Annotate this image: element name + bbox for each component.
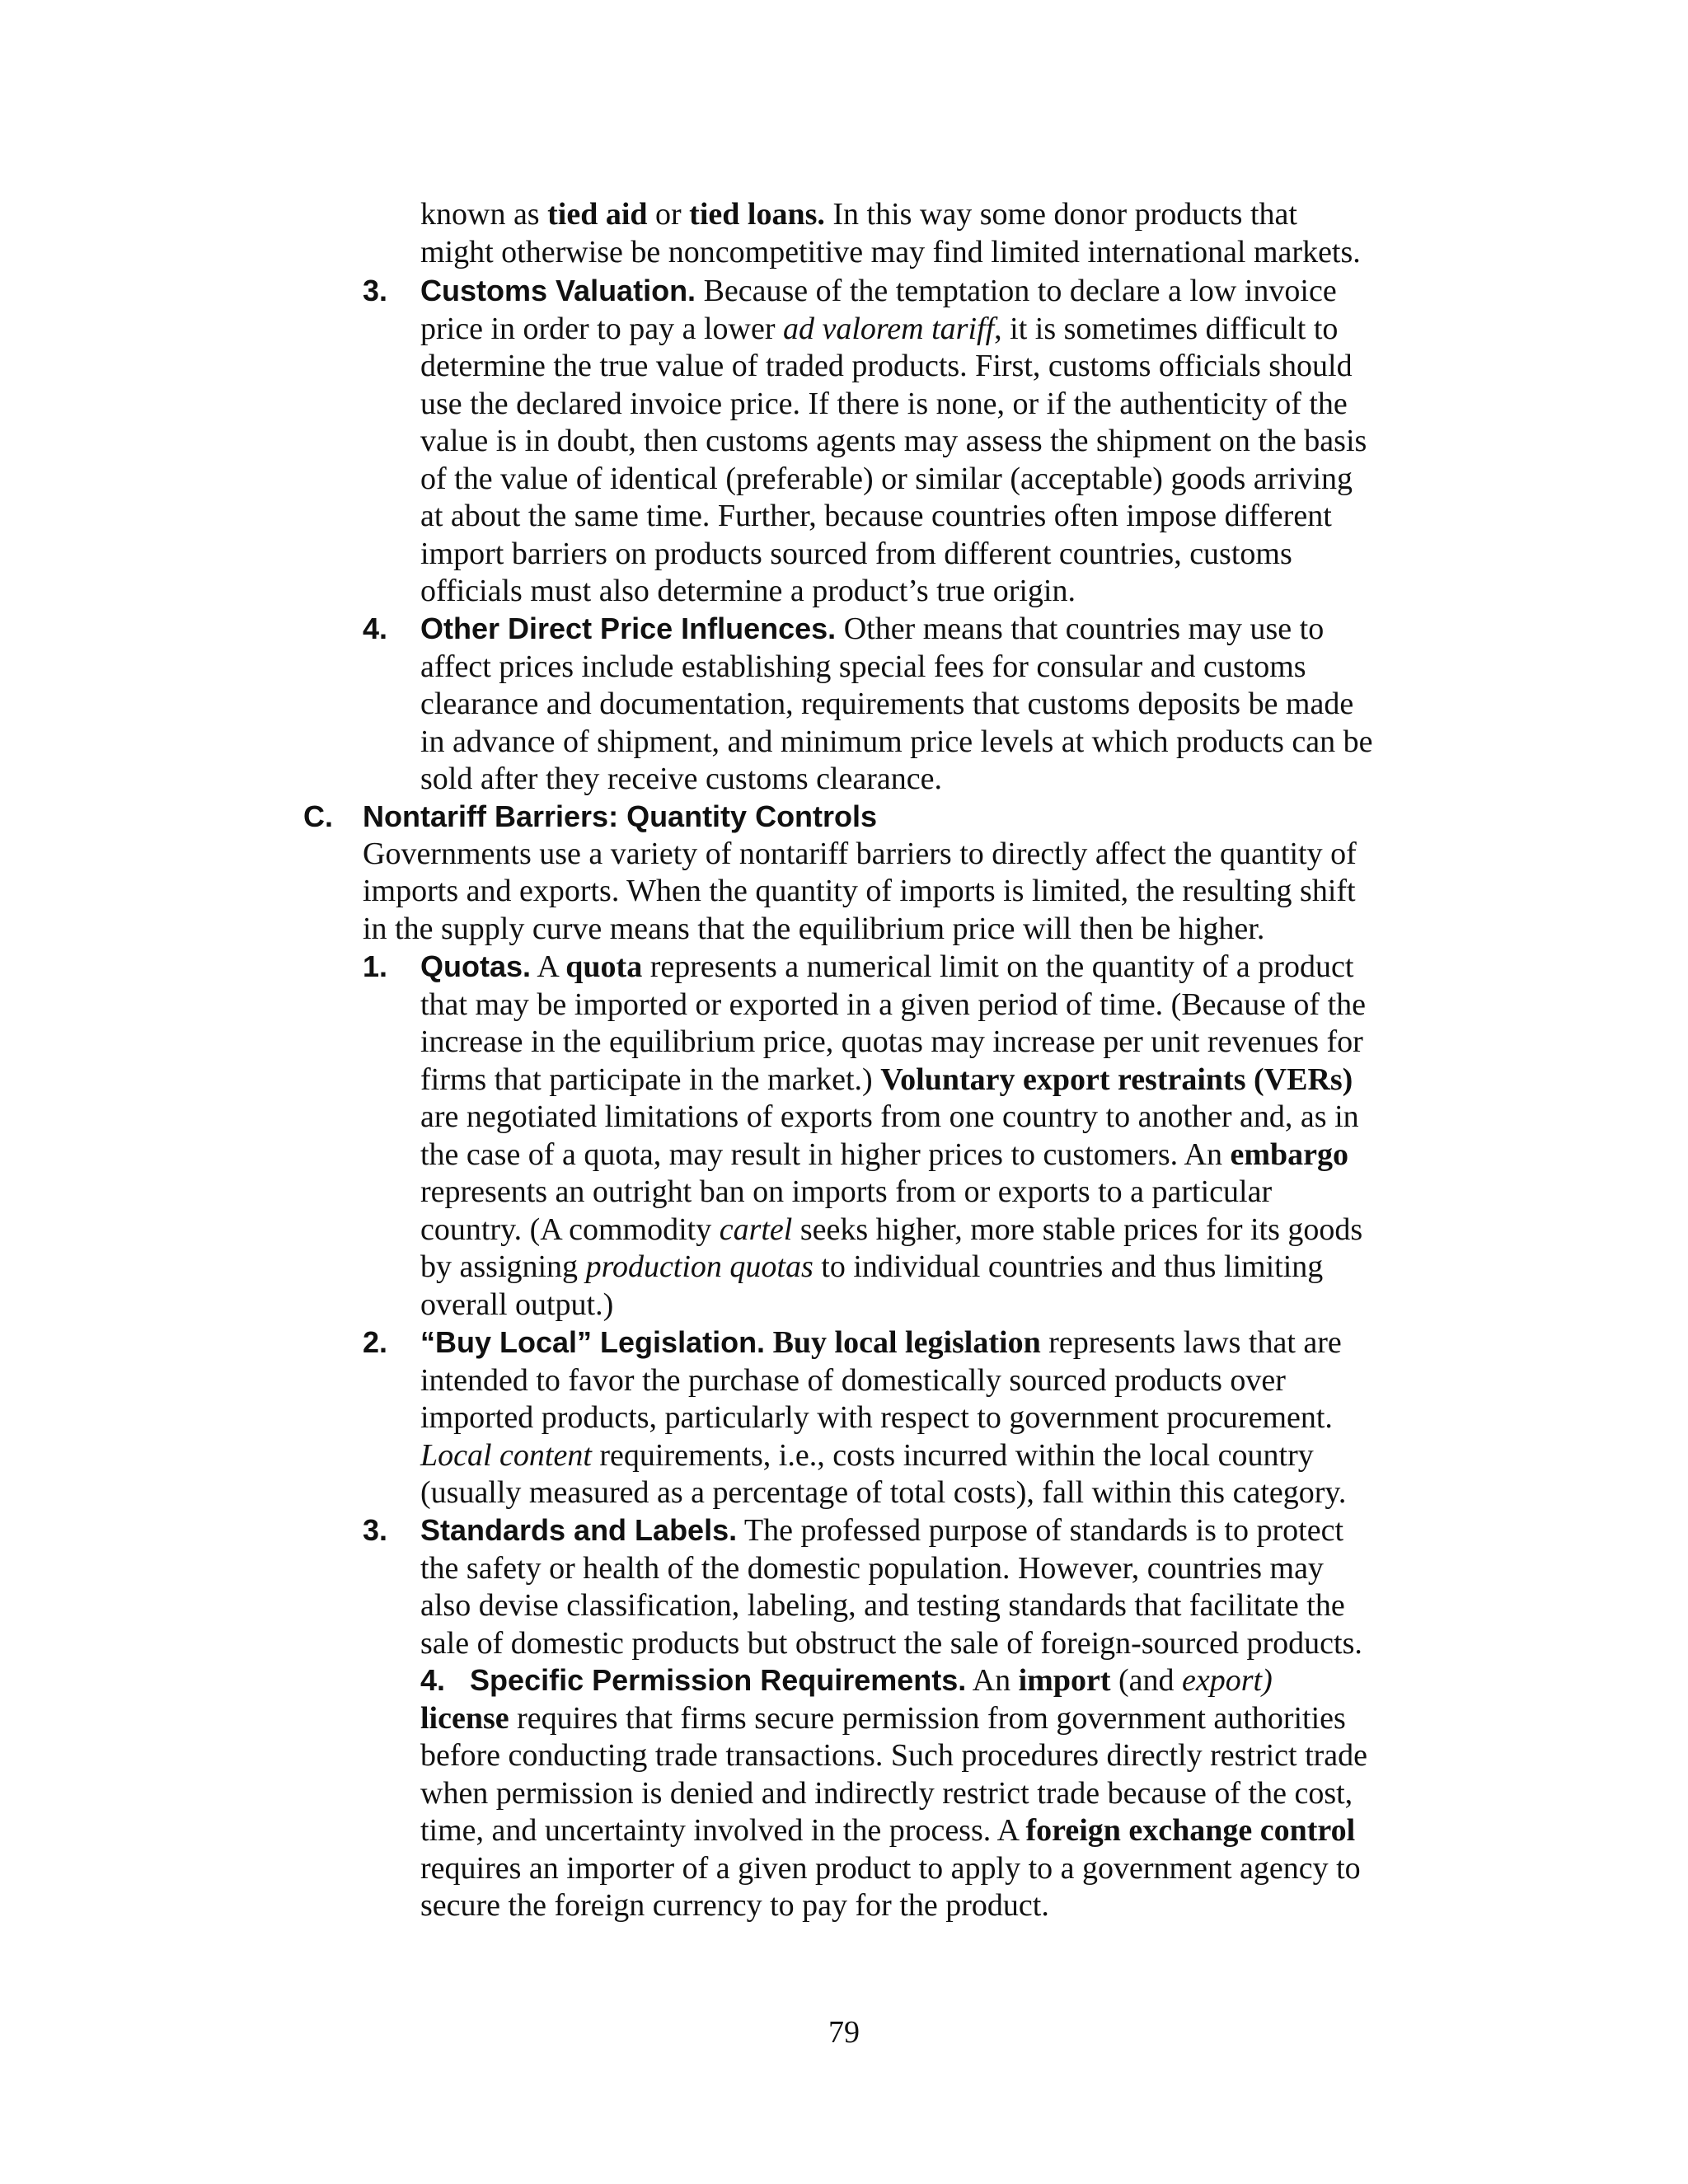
bold-term: license [420, 1700, 509, 1736]
bold-term: tied loans. [689, 197, 825, 232]
text-line: requires an importer of a given product to apply to a government agency to [420, 1850, 1361, 1886]
text-line: in advance of shipment, and minimum price levels at which products can be [420, 724, 1373, 759]
italic-term: export) [1182, 1663, 1273, 1698]
item-heading: Customs Valuation. [420, 274, 696, 307]
text-line: use the declared invoice price. If there is none, or if the authenticity of the [420, 386, 1348, 421]
bold-term: tied aid [547, 197, 648, 232]
list-number: 1. [363, 949, 388, 983]
text-line: that may be imported or exported in a given period of time. (Because of the [420, 987, 1367, 1022]
list-number: 4. [363, 612, 388, 645]
list-number: 2. [363, 1325, 388, 1359]
text-line: when permission is denied and indirectly restrict trade because of the cost, [420, 1775, 1353, 1811]
list-number: 3. [363, 274, 388, 307]
bold-term: Buy local legislation [772, 1325, 1041, 1360]
specific-permission-requirements-item [420, 1661, 1367, 1925]
section-c [363, 798, 1357, 948]
quotas-item [420, 948, 1366, 1324]
text-line: “Buy Local” Legislation. Buy local legislation represents laws that are [420, 1325, 1342, 1360]
text-line: before conducting trade transactions. Such procedures directly restrict trade [420, 1738, 1368, 1773]
text-line: value is in doubt, then customs agents may assess the shipment on the basis [420, 424, 1367, 458]
page-number: 79 [828, 2015, 860, 2050]
text-line: price in order to pay a lower ad valorem tariff, it is sometimes difficult to [420, 311, 1339, 346]
intro-paragraph [420, 196, 1361, 271]
italic-term: production quotas [585, 1249, 814, 1284]
text-line: sold after they receive customs clearance. [420, 762, 943, 796]
text-line: determine the true value of traded products. First, customs officials should [420, 349, 1353, 383]
text-line: Quotas. A quota represents a numerical limit on the quantity of a product [420, 949, 1354, 984]
buy-local-legislation-item [420, 1324, 1346, 1512]
text-line: represents an outright ban on imports from or exports to a particular [420, 1174, 1273, 1209]
section-letter: C. [303, 799, 333, 833]
text-line: Other Direct Price Influences. Other means that countries may use to [420, 612, 1325, 646]
text-line: the safety or health of the domestic population. However, countries may [420, 1550, 1324, 1586]
other-direct-price-influences-item [420, 610, 1373, 799]
list-number: 4. [420, 1663, 446, 1697]
text-line: Standards and Labels. The professed purpose of standards is to protect [420, 1513, 1344, 1548]
text-line: country. (A commodity cartel seeks higher, more stable prices for its goods [420, 1212, 1363, 1247]
text-line: of the value of identical (preferable) or similar (acceptable) goods arriving [420, 461, 1353, 496]
text-line: increase in the equilibrium price, quotas may increase per unit revenues for [420, 1024, 1363, 1059]
italic-term: cartel [719, 1212, 793, 1247]
customs-valuation-item [420, 272, 1367, 611]
text-line: sale of domestic products but obstruct the sale of foreign-sourced products. [420, 1625, 1362, 1661]
text-line: affect prices include establishing special fees for consular and customs [420, 649, 1306, 684]
text-line: Local content requirements, i.e., costs incurred within the local country [420, 1437, 1314, 1473]
bold-term: foreign exchange control [1025, 1813, 1356, 1848]
text-line: license requires that firms secure permission from government authorities [420, 1700, 1346, 1736]
item-heading: Quotas. [420, 949, 532, 983]
standards-and-labels-item [420, 1511, 1362, 1662]
text-line: clearance and documentation, requirements that customs deposits be made [420, 687, 1354, 721]
text-line: 4. Specific Permission Requirements. An import (and export) [420, 1663, 1273, 1698]
bold-term: import [1018, 1663, 1111, 1698]
item-heading: “Buy Local” Legislation. [420, 1325, 766, 1359]
list-number: 3. [363, 1513, 388, 1547]
bold-term: quota [565, 949, 643, 984]
text-line: time, and uncertainty involved in the process. A foreign exchange control [420, 1813, 1356, 1848]
text-line: firms that participate in the market.) Voluntary export restraints (VERs) [420, 1062, 1353, 1097]
text-line: imported products, particularly with respect to government procurement. [420, 1400, 1333, 1435]
bold-term: Voluntary export restraints (VERs) [880, 1062, 1353, 1097]
text-line: imports and exports. When the quantity of imports is limited, the resulting shift [363, 874, 1356, 908]
text-line: officials must also determine a product’s true origin. [420, 574, 1076, 608]
text-line: Customs Valuation. Because of the temptation to declare a low invoice [420, 274, 1337, 308]
text-line: known as tied aid or tied loans. In this way some donor products that [420, 197, 1297, 232]
item-heading: Other Direct Price Influences. [420, 612, 837, 645]
text-line: overall output.) [420, 1286, 614, 1322]
italic-term: ad valorem tariff [783, 311, 995, 346]
item-heading: Standards and Labels. [420, 1513, 738, 1547]
text-line: at about the same time. Further, because countries often impose different [420, 499, 1332, 533]
text-line: the case of a quota, may result in higher prices to customers. An embargo [420, 1137, 1348, 1172]
text-line: Governments use a variety of nontariff barriers to directly affect the quantity of [363, 836, 1357, 871]
text-line: by assigning production quotas to individual countries and thus limiting [420, 1249, 1324, 1284]
section-heading: Nontariff Barriers: Quantity Controls [363, 799, 878, 833]
text-line: secure the foreign currency to pay for the product. [420, 1888, 1049, 1923]
italic-term: Local content [420, 1437, 592, 1473]
text-line: are negotiated limitations of exports from one country to another and, as in [420, 1099, 1359, 1134]
text-line: might otherwise be noncompetitive may find limited international markets. [420, 234, 1361, 269]
text-line: in the supply curve means that the equilibrium price will then be higher. [363, 911, 1265, 946]
text-line: import barriers on products sourced from different countries, customs [420, 536, 1292, 571]
bold-term: embargo [1230, 1137, 1348, 1172]
text-line: intended to favor the purchase of domestically sourced products over [420, 1362, 1286, 1398]
text-line: also devise classification, labeling, and testing standards that facilitate the [420, 1588, 1345, 1623]
text-line: (usually measured as a percentage of total costs), fall within this category. [420, 1475, 1347, 1510]
item-heading: Specific Permission Requirements. [470, 1663, 967, 1697]
